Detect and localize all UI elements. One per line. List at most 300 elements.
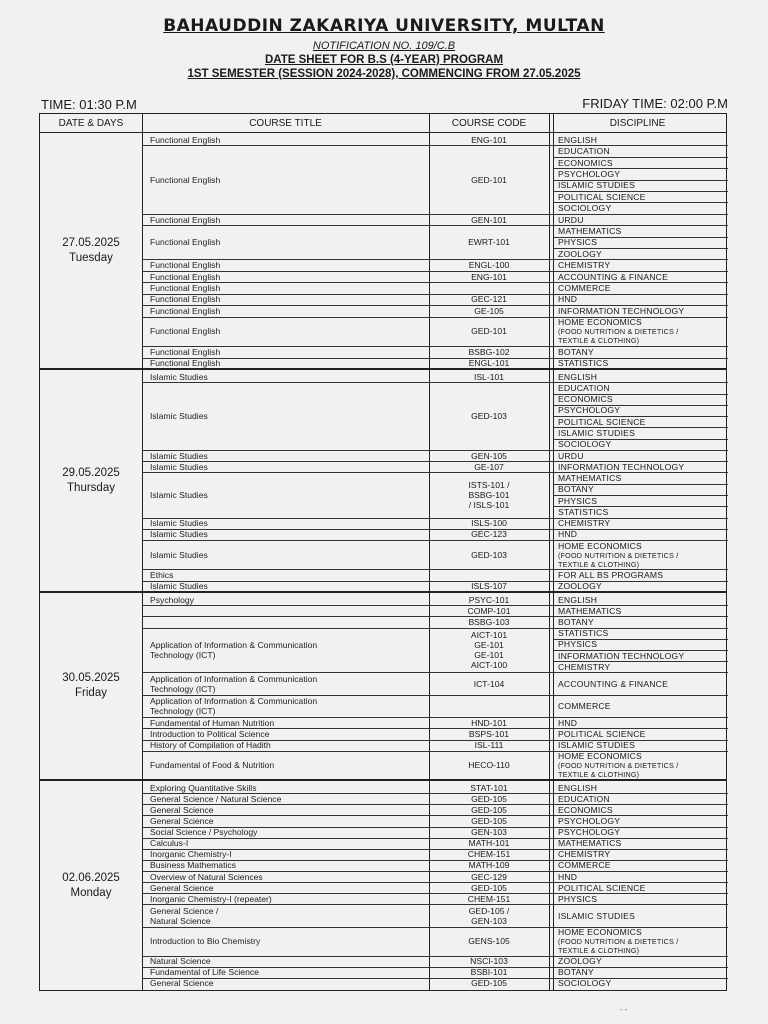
date-cell (40, 781, 142, 990)
discipline: ACCOUNTING & FINANCE (558, 678, 668, 689)
discipline: COMMERCE (558, 283, 611, 293)
discipline: ISLAMIC STUDIES (558, 428, 636, 438)
course-title-line: Calculus-I (150, 838, 189, 849)
course-title-line: Islamic Studies (150, 450, 208, 461)
discipline-divider (553, 650, 728, 651)
course-code (432, 860, 546, 870)
discipline: STATISTICS (558, 506, 609, 517)
discipline: BOTANY (558, 484, 594, 495)
course-title-line: Islamic Studies (150, 581, 208, 592)
course-code-line: BSPS-101 (468, 729, 510, 740)
course-code (432, 740, 546, 750)
discipline: MATHEMATICS (558, 473, 622, 484)
course-title-line: Technology (ICT) (150, 706, 216, 717)
course-code-line: AICT-101 (470, 630, 508, 641)
discipline: INFORMATION TECHNOLOGY (558, 650, 685, 661)
discipline-divider (553, 495, 728, 496)
course-title-line: Functional English (150, 237, 221, 248)
course-title-line: Fundamental of Food & Nutrition (150, 760, 275, 771)
column-header-discipline: DISCIPLINE (549, 114, 726, 133)
discipline: ECONOMICS (558, 804, 613, 815)
course-title-line: Natural Science (150, 915, 211, 926)
course-code-line: ISL-101 (473, 371, 505, 382)
course-title (150, 718, 426, 728)
course-title (150, 326, 426, 336)
course-code (432, 358, 546, 368)
course-title (150, 372, 426, 382)
discipline-divider (553, 484, 728, 485)
course-title (150, 529, 426, 539)
course-title (150, 272, 426, 282)
course-code (432, 967, 546, 977)
discipline: ZOOLOGY (558, 956, 602, 967)
course-title-line: Functional English (150, 134, 221, 145)
course-code-line: GEN-103 (471, 827, 507, 838)
course-title (150, 849, 426, 859)
date-block (40, 593, 726, 781)
course-code (432, 480, 546, 510)
course-title-line: Functional English (150, 358, 221, 369)
course-title-line: General Science / (150, 905, 219, 916)
course-code (432, 729, 546, 739)
course-title-line: Islamic Studies (150, 411, 208, 422)
discipline: ENGLISH (558, 782, 598, 793)
course-code-line: GEC-121 (471, 294, 507, 305)
course-title-line: Islamic Studies (150, 461, 208, 472)
course-code-line: ISTS-101 / (468, 480, 510, 491)
exam-day: Friday (75, 687, 107, 699)
course-title-line: Technology (ICT) (150, 650, 216, 661)
course-title-line: General Science (150, 815, 214, 826)
course-title-line: Functional English (150, 271, 221, 282)
course-title (150, 827, 426, 837)
discipline: MATHEMATICS (558, 225, 622, 236)
exam-day: Monday (70, 886, 112, 899)
column-header-code: COURSE CODE (429, 114, 549, 133)
date-cell (40, 133, 142, 368)
discipline: ENGLISH (558, 134, 598, 145)
course-code-line: HECO-110 (468, 760, 510, 771)
course-code (432, 760, 546, 770)
discipline: COMMERCE (558, 701, 611, 712)
course-code-line: PSYC-101 (468, 594, 510, 605)
discipline: PSYCHOLOGY (558, 827, 621, 838)
discipline: BOTANY (558, 346, 594, 357)
time-regular: TIME: 01:30 P.M (41, 97, 137, 112)
discipline-divider (553, 416, 728, 417)
course-title-line: General Science (150, 804, 214, 815)
course-code-line: GED-105 (471, 815, 507, 826)
course-code-line: / ISLS-101 (468, 500, 510, 511)
discipline-line: HOME ECONOMICS (558, 317, 642, 328)
course-title (150, 581, 426, 591)
discipline-divider (553, 439, 728, 440)
course-code-line: ISL-111 (474, 740, 504, 751)
course-code-line: GED-105 / (468, 905, 510, 916)
discipline: CHEMISTRY (558, 661, 611, 672)
course-title-line: Application of Information & Communication (150, 673, 318, 684)
course-code-line: GENS-105 (468, 936, 510, 947)
course-title (150, 760, 426, 770)
course-code (432, 581, 546, 591)
discipline: ENGLISH (558, 371, 598, 382)
course-title (150, 816, 426, 826)
course-title (150, 550, 426, 560)
discipline-divider (553, 506, 728, 507)
course-title-line: Islamic Studies (150, 529, 208, 540)
discipline: MATHEMATICS (558, 838, 622, 849)
date-block (40, 370, 726, 593)
course-code-line: GE-101 (474, 640, 504, 651)
discipline-divider (553, 157, 728, 158)
discipline-line: HOME ECONOMICS (558, 927, 642, 938)
course-code-line: GE-105 (474, 305, 504, 316)
course-title-line: Inorganic Chemistry-I (150, 849, 232, 860)
discipline-line: TEXTILE & CLOTHING) (558, 336, 640, 346)
discipline-line: HOME ECONOMICS (558, 540, 642, 551)
discipline-line: TEXTILE & CLOTHING) (558, 559, 640, 569)
course-title (150, 490, 426, 500)
course-code-line: GEN-103 (471, 915, 507, 926)
course-title (150, 978, 426, 988)
course-code (432, 451, 546, 461)
course-code-line: STAT-101 (470, 782, 508, 793)
course-code (432, 372, 546, 382)
course-title-line: Application of Information & Communication (150, 696, 318, 707)
course-code-line: ENGL-101 (468, 358, 510, 369)
course-code-line: ENG-101 (471, 134, 507, 145)
course-code-line: NSCI-103 (470, 956, 508, 967)
course-title (150, 883, 426, 893)
course-code (432, 529, 546, 539)
course-code (432, 894, 546, 904)
course-code-line: GEC-129 (471, 871, 507, 882)
discipline-divider (553, 248, 728, 249)
semester-title: 1ST SEMESTER (SESSION 2024-2028), COMMENCING FROM 27.05.2025 (187, 68, 581, 80)
course-title (150, 237, 426, 247)
course-code-line: GED-105 (471, 882, 507, 893)
course-title (150, 805, 426, 815)
course-code (432, 550, 546, 560)
course-title (150, 135, 426, 145)
discipline: BOTANY (558, 967, 594, 978)
course-title-line: Inorganic Chemistry-I (repeater) (150, 893, 272, 904)
discipline-divider (553, 427, 728, 428)
course-code (432, 872, 546, 882)
course-code-line: MATH-109 (468, 860, 510, 871)
discipline-line: (FOOD NUTRITION & DIETETICS / (558, 327, 679, 337)
course-title (150, 306, 426, 316)
course-title (150, 518, 426, 528)
course-title-line: Functional English (150, 346, 221, 357)
course-code (432, 135, 546, 145)
discipline: FOR ALL BS PROGRAMS (558, 570, 664, 581)
discipline: URDU (558, 214, 584, 225)
course-code-line: GE-107 (474, 461, 504, 472)
discipline: INFORMATION TECHNOLOGY (558, 305, 685, 316)
course-code-line: GED-105 (471, 804, 507, 815)
course-code-line: ISLS-107 (471, 581, 507, 592)
course-code (432, 617, 546, 627)
discipline: ECONOMICS (558, 157, 613, 168)
course-title-line: Application of Information & Communication (150, 640, 318, 651)
discipline: BOTANY (558, 617, 594, 627)
course-code-line: ICT-104 (473, 678, 505, 689)
course-title-line: Functional English (150, 283, 221, 293)
course-title-line: Functional English (150, 174, 221, 185)
course-title (150, 462, 426, 472)
course-code (432, 606, 546, 616)
course-title-line: Introduction to Political Science (150, 729, 270, 740)
course-code-line: ISLS-100 (471, 518, 507, 529)
course-title-line: Islamic Studies (150, 490, 208, 501)
course-code (432, 794, 546, 804)
course-title-line: Fundamental of Life Science (150, 967, 259, 978)
discipline-divider (553, 180, 728, 181)
course-title-line: General Science / Natural Science (150, 793, 282, 804)
course-title-line: Ethics (150, 570, 174, 581)
course-code (432, 978, 546, 988)
discipline (558, 541, 726, 569)
course-title (150, 411, 426, 421)
exam-date: 29.05.2025 (62, 466, 120, 479)
discipline: PHYSICS (558, 237, 598, 248)
course-code-line: GED-103 (471, 549, 507, 560)
course-title-line: Functional English (150, 260, 221, 271)
discipline: MATHEMATICS (558, 605, 622, 616)
course-title-line: Business Mathematics (150, 860, 236, 871)
discipline: PSYCHOLOGY (558, 405, 621, 416)
discipline: STATISTICS (558, 358, 609, 369)
discipline: HND (558, 871, 578, 882)
course-title (150, 696, 426, 716)
course-title (150, 451, 426, 461)
discipline: PHYSICS (558, 893, 598, 904)
course-title-line: General Science (150, 978, 214, 989)
course-code-line: GED-101 (471, 326, 507, 337)
discipline: SOCIOLOGY (558, 978, 612, 989)
course-title (150, 283, 426, 293)
course-title (150, 595, 426, 605)
course-title (150, 860, 426, 870)
course-code (432, 462, 546, 472)
course-title (150, 729, 426, 739)
course-code-line: GED-103 (471, 411, 507, 422)
course-code-line: BSBG-102 (468, 346, 510, 357)
discipline: CHEMISTRY (558, 260, 611, 271)
course-title-line: Exploring Quantitative Skills (150, 782, 257, 793)
discipline-divider (553, 405, 728, 406)
discipline: CHEMISTRY (558, 518, 611, 529)
discipline: PSYCHOLOGY (558, 815, 621, 826)
course-code (432, 783, 546, 793)
course-code (432, 816, 546, 826)
course-code (432, 326, 546, 336)
discipline-divider (553, 202, 728, 203)
course-code-line: GED-101 (471, 174, 507, 185)
course-title-line: Introduction to Bio Chemistry (150, 936, 261, 947)
date-block (40, 781, 726, 990)
discipline-divider (553, 639, 728, 640)
discipline-line: (FOOD NUTRITION & DIETETICS / (558, 761, 679, 771)
date-cell (40, 370, 142, 591)
course-title (150, 674, 426, 694)
discipline: HND (558, 529, 578, 540)
discipline: ISLAMIC STUDIES (558, 740, 636, 751)
date-block (40, 133, 726, 370)
discipline-divider (553, 661, 728, 662)
discipline: POLITICAL SCIENCE (558, 191, 646, 202)
discipline-line: (FOOD NUTRITION & DIETETICS / (558, 937, 679, 947)
course-title (150, 956, 426, 966)
discipline: POLITICAL SCIENCE (558, 416, 646, 427)
course-code-line: AICT-100 (470, 660, 508, 671)
discipline: COMMERCE (558, 860, 611, 871)
course-title-line: Psychology (150, 594, 194, 605)
course-code-line: GED-105 (471, 793, 507, 804)
course-title (150, 260, 426, 270)
course-code (432, 827, 546, 837)
course-code (432, 272, 546, 282)
exam-date: 30.05.2025 (62, 672, 120, 684)
exam-date: 02.06.2025 (62, 871, 120, 884)
course-code-line: GED-105 (471, 978, 507, 989)
discipline-line: HOME ECONOMICS (558, 751, 642, 762)
course-code (432, 906, 546, 926)
course-code (432, 956, 546, 966)
exam-date: 27.05.2025 (62, 236, 120, 249)
exam-day: Thursday (67, 481, 115, 494)
course-title (150, 838, 426, 848)
discipline-divider (553, 394, 728, 395)
course-title-line: Overview of Natural Sciences (150, 871, 263, 882)
course-code (432, 936, 546, 946)
course-code (432, 518, 546, 528)
course-code (432, 595, 546, 605)
course-code-line: BSBI-101 (470, 967, 508, 978)
course-code (432, 411, 546, 421)
course-title-line: Islamic Studies (150, 371, 208, 382)
discipline: URDU (558, 450, 584, 461)
course-code-line: BSBG-103 (468, 617, 510, 627)
discipline: ACCOUNTING & FINANCE (558, 271, 668, 282)
course-title-line: Technology (ICT) (150, 683, 216, 694)
date-sheet-title: DATE SHEET FOR B.S (4-YEAR) PROGRAM (264, 54, 504, 66)
discipline: EDUCATION (558, 793, 610, 804)
discipline: POLITICAL SCIENCE (558, 882, 646, 893)
page-mark: - - (620, 1005, 628, 1014)
discipline (558, 317, 726, 345)
course-title-line: Fundamental of Human Nutrition (150, 717, 275, 728)
course-title (150, 347, 426, 357)
course-title-line: Functional English (150, 294, 221, 305)
discipline: PHYSICS (558, 495, 598, 506)
course-code-line: HND-101 (471, 717, 507, 728)
course-title (150, 894, 426, 904)
course-code-line: COMP-101 (467, 605, 511, 616)
course-code-line: CHEM-151 (467, 893, 511, 904)
course-code (432, 838, 546, 848)
discipline-line: TEXTILE & CLOTHING) (558, 770, 640, 780)
discipline: ISLAMIC STUDIES (558, 180, 636, 191)
course-code (432, 306, 546, 316)
discipline: PHYSICS (558, 639, 598, 650)
course-code (432, 679, 546, 689)
course-code (432, 883, 546, 893)
course-title-line: General Science (150, 882, 214, 893)
course-title (150, 215, 426, 225)
discipline (558, 927, 726, 955)
discipline-divider (553, 168, 728, 169)
course-code-line: GEC-123 (471, 529, 507, 540)
course-title (150, 640, 426, 660)
discipline: HND (558, 717, 578, 728)
course-code-line: EWRT-101 (468, 237, 510, 248)
course-title (150, 906, 426, 926)
course-title (150, 570, 426, 580)
course-code-line: ENGL-100 (468, 260, 510, 271)
course-title (150, 936, 426, 946)
course-title-line: Natural Science (150, 956, 211, 967)
course-code (432, 718, 546, 728)
date-cell (40, 593, 142, 779)
discipline: EDUCATION (558, 146, 610, 157)
course-title-line: Functional English (150, 326, 221, 337)
discipline-divider (553, 237, 728, 238)
course-code-line: GEN-105 (471, 450, 507, 461)
discipline: POLITICAL SCIENCE (558, 729, 646, 740)
course-code (432, 215, 546, 225)
discipline: ZOOLOGY (558, 581, 602, 592)
course-code-line: ENG-101 (471, 271, 507, 282)
course-code-line: CHEM-151 (467, 849, 511, 860)
discipline: INFORMATION TECHNOLOGY (558, 461, 685, 472)
course-title (150, 294, 426, 304)
discipline: STATISTICS (558, 628, 609, 639)
discipline-divider (553, 191, 728, 192)
course-title (150, 175, 426, 185)
course-code (432, 260, 546, 270)
notification-number: NOTIFICATION NO. 109/C.B (312, 40, 456, 52)
course-code (432, 175, 546, 185)
discipline: PSYCHOLOGY (558, 168, 621, 179)
course-code (432, 805, 546, 815)
exam-day: Tuesday (69, 251, 113, 264)
course-title-line: Functional English (150, 305, 221, 316)
course-title-line: History of Compilation of Hadith (150, 740, 271, 751)
course-code (432, 347, 546, 357)
course-title (150, 872, 426, 882)
discipline: ENGLISH (558, 594, 598, 605)
course-title (150, 740, 426, 750)
column-header-course: COURSE TITLE (142, 114, 429, 133)
course-title-line: Islamic Studies (150, 549, 208, 560)
time-friday: FRIDAY TIME: 02:00 P.M (582, 96, 728, 111)
course-title (150, 358, 426, 368)
course-title (150, 967, 426, 977)
course-title (150, 783, 426, 793)
course-title (150, 794, 426, 804)
discipline (558, 751, 726, 779)
discipline: EDUCATION (558, 382, 610, 393)
column-header-date: DATE & DAYS (40, 114, 142, 133)
discipline: ISLAMIC STUDIES (558, 910, 636, 921)
course-title-line: Functional English (150, 214, 221, 225)
discipline: ZOOLOGY (558, 248, 602, 259)
course-code-line: MATH-101 (468, 838, 510, 849)
course-code-line: GEN-101 (471, 214, 507, 225)
course-code (432, 294, 546, 304)
